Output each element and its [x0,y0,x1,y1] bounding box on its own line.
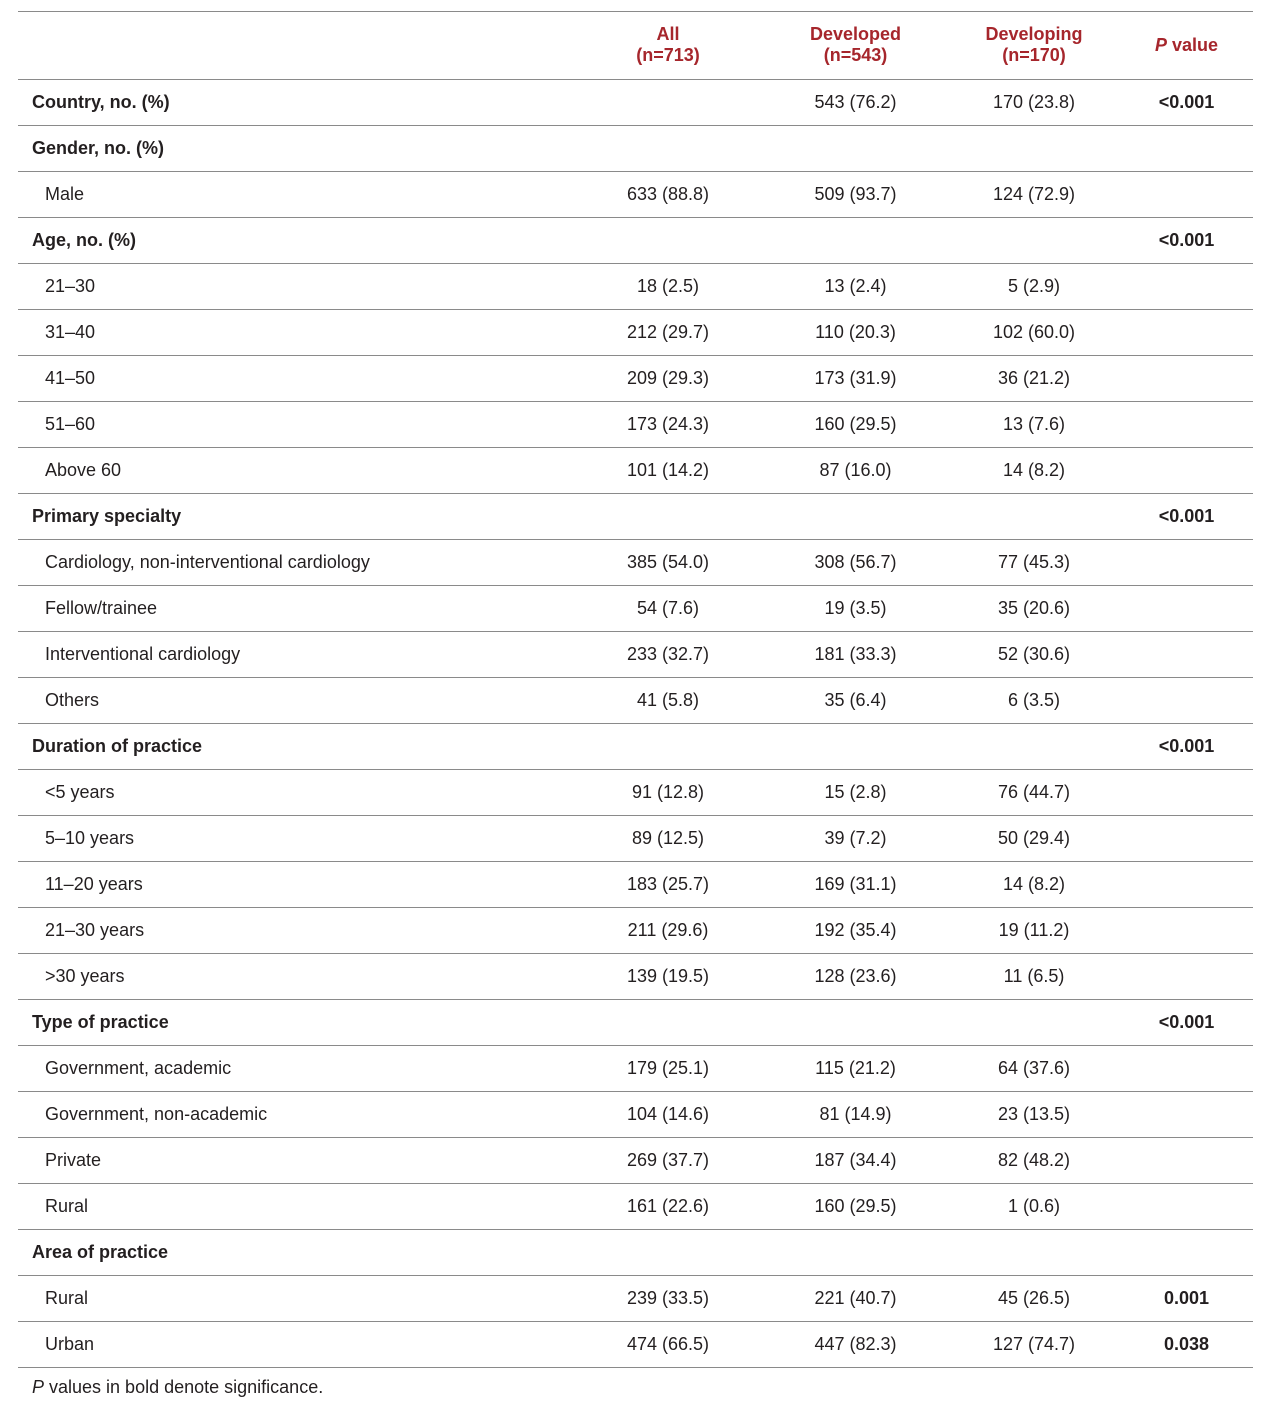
cell-developing: 82 (48.2) [948,1137,1120,1183]
row-label: Country, no. (%) [18,79,573,125]
header-all: All (n=713) [573,12,763,79]
cell-developing: 5 (2.9) [948,263,1120,309]
cell-p-value [1120,585,1253,631]
cell-developing: 11 (6.5) [948,953,1120,999]
cell-developing: 36 (21.2) [948,355,1120,401]
cell-developing: 64 (37.6) [948,1045,1120,1091]
table-row [18,677,1253,723]
row-label: >30 years [18,953,573,999]
cell-all: 89 (12.5) [573,815,763,861]
cell-all: 269 (37.7) [573,1137,763,1183]
cell-p-value [1120,1137,1253,1183]
row-label: Type of practice [18,999,573,1045]
cell-all: 173 (24.3) [573,401,763,447]
cell-all: 211 (29.6) [573,907,763,953]
table-row [18,263,1253,309]
table-row [18,861,1253,907]
table-row [18,769,1253,815]
section-row [18,723,1253,769]
cell-p-value [1120,631,1253,677]
header-p-value: P value [1120,12,1253,79]
cell-p-value [1120,861,1253,907]
cell-p-value [1120,447,1253,493]
cell-developed [763,493,948,539]
row-label: 5–10 years [18,815,573,861]
cell-developing: 45 (26.5) [948,1275,1120,1321]
cell-developing [948,125,1120,171]
table-row [18,309,1253,355]
cell-developed: 39 (7.2) [763,815,948,861]
row-label: Rural [18,1275,573,1321]
cell-p-value [1120,1183,1253,1229]
cell-p-value [1120,355,1253,401]
cell-all [573,1229,763,1275]
section-row [18,1229,1253,1275]
cell-developed: 19 (3.5) [763,585,948,631]
row-label: Above 60 [18,447,573,493]
cell-p-value [1120,1229,1253,1275]
table-row [18,355,1253,401]
cell-all: 233 (32.7) [573,631,763,677]
table-header-row [18,12,1253,79]
cell-p-value [1120,263,1253,309]
table-row [18,401,1253,447]
cell-all: 183 (25.7) [573,861,763,907]
cell-developed: 447 (82.3) [763,1321,948,1367]
row-label: Primary specialty [18,493,573,539]
cell-developing: 14 (8.2) [948,861,1120,907]
table-row [18,585,1253,631]
header-developed: Developed (n=543) [763,12,948,79]
cell-p-value [1120,1045,1253,1091]
table-row [18,1045,1253,1091]
cell-developing: 23 (13.5) [948,1091,1120,1137]
table-body [18,79,1253,1367]
table-row [18,1275,1253,1321]
demographics-table [18,12,1253,1368]
cell-all: 139 (19.5) [573,953,763,999]
cell-p-value [1120,1091,1253,1137]
section-row [18,79,1253,125]
cell-developed: 308 (56.7) [763,539,948,585]
cell-developed: 169 (31.1) [763,861,948,907]
cell-p-value [1120,309,1253,355]
cell-developing: 52 (30.6) [948,631,1120,677]
cell-all [573,125,763,171]
cell-developed [763,723,948,769]
cell-developed: 81 (14.9) [763,1091,948,1137]
table-row [18,631,1253,677]
cell-developed: 543 (76.2) [763,79,948,125]
cell-all: 18 (2.5) [573,263,763,309]
cell-all: 633 (88.8) [573,171,763,217]
row-label: Urban [18,1321,573,1367]
cell-p-value [1120,401,1253,447]
cell-developing: 170 (23.8) [948,79,1120,125]
cell-p-value: <0.001 [1120,493,1253,539]
cell-developing [948,493,1120,539]
table-row [18,539,1253,585]
cell-developed: 115 (21.2) [763,1045,948,1091]
cell-developing: 6 (3.5) [948,677,1120,723]
cell-p-value: <0.001 [1120,723,1253,769]
cell-all: 179 (25.1) [573,1045,763,1091]
cell-developing: 14 (8.2) [948,447,1120,493]
cell-developing [948,723,1120,769]
table-row [18,1137,1253,1183]
row-label: 21–30 [18,263,573,309]
cell-all: 212 (29.7) [573,309,763,355]
row-label: 21–30 years [18,907,573,953]
cell-all [573,493,763,539]
cell-developing: 13 (7.6) [948,401,1120,447]
cell-all: 161 (22.6) [573,1183,763,1229]
cell-developed: 192 (35.4) [763,907,948,953]
cell-developed: 87 (16.0) [763,447,948,493]
cell-all [573,723,763,769]
cell-developed: 128 (23.6) [763,953,948,999]
table-row [18,907,1253,953]
table-row [18,171,1253,217]
cell-developed: 187 (34.4) [763,1137,948,1183]
cell-all: 209 (29.3) [573,355,763,401]
row-label: Gender, no. (%) [18,125,573,171]
cell-developing [948,1229,1120,1275]
row-label: 31–40 [18,309,573,355]
cell-developed: 173 (31.9) [763,355,948,401]
cell-developed [763,1229,948,1275]
cell-all: 239 (33.5) [573,1275,763,1321]
table-row [18,1321,1253,1367]
cell-p-value: <0.001 [1120,79,1253,125]
cell-developed: 35 (6.4) [763,677,948,723]
cell-p-value: 0.001 [1120,1275,1253,1321]
cell-all: 385 (54.0) [573,539,763,585]
row-label: Interventional cardiology [18,631,573,677]
cell-developed: 160 (29.5) [763,401,948,447]
cell-developing: 19 (11.2) [948,907,1120,953]
row-label: Government, non-academic [18,1091,573,1137]
cell-developed: 221 (40.7) [763,1275,948,1321]
row-label: Government, academic [18,1045,573,1091]
cell-developing: 76 (44.7) [948,769,1120,815]
cell-p-value [1120,815,1253,861]
cell-p-value [1120,953,1253,999]
row-label: Rural [18,1183,573,1229]
row-label: 11–20 years [18,861,573,907]
cell-all: 91 (12.8) [573,769,763,815]
cell-developed: 160 (29.5) [763,1183,948,1229]
table-footnote: P values in bold denote significance. [32,1377,324,1397]
row-label: Others [18,677,573,723]
cell-all: 474 (66.5) [573,1321,763,1367]
row-label: 41–50 [18,355,573,401]
cell-developing: 50 (29.4) [948,815,1120,861]
cell-p-value [1120,677,1253,723]
cell-all: 54 (7.6) [573,585,763,631]
row-label: <5 years [18,769,573,815]
cell-p-value [1120,769,1253,815]
cell-p-value: <0.001 [1120,999,1253,1045]
header-developing: Developing (n=170) [948,12,1120,79]
cell-all [573,79,763,125]
table-row [18,815,1253,861]
section-row [18,493,1253,539]
cell-p-value: 0.038 [1120,1321,1253,1367]
row-label: Age, no. (%) [18,217,573,263]
cell-all: 101 (14.2) [573,447,763,493]
section-row [18,999,1253,1045]
cell-developed [763,217,948,263]
cell-p-value [1120,171,1253,217]
cell-developed [763,999,948,1045]
row-label: Fellow/trainee [18,585,573,631]
cell-developed [763,125,948,171]
cell-p-value [1120,125,1253,171]
cell-developing: 124 (72.9) [948,171,1120,217]
cell-p-value [1120,539,1253,585]
cell-p-value [1120,907,1253,953]
cell-developed: 13 (2.4) [763,263,948,309]
cell-all [573,999,763,1045]
cell-developed: 15 (2.8) [763,769,948,815]
cell-developing: 1 (0.6) [948,1183,1120,1229]
row-label: Male [18,171,573,217]
cell-all: 104 (14.6) [573,1091,763,1137]
section-row [18,125,1253,171]
cell-developing: 127 (74.7) [948,1321,1120,1367]
table-row [18,1091,1253,1137]
cell-developing: 35 (20.6) [948,585,1120,631]
cell-developing [948,217,1120,263]
cell-all [573,217,763,263]
row-label: 51–60 [18,401,573,447]
cell-developing [948,999,1120,1045]
table-row [18,447,1253,493]
section-row [18,217,1253,263]
header-label-col [18,12,573,79]
table-row [18,1183,1253,1229]
cell-developed: 181 (33.3) [763,631,948,677]
cell-developed: 110 (20.3) [763,309,948,355]
cell-all: 41 (5.8) [573,677,763,723]
row-label: Private [18,1137,573,1183]
table-row [18,953,1253,999]
cell-developing: 102 (60.0) [948,309,1120,355]
row-label: Cardiology, non-interventional cardiology [18,539,573,585]
cell-developed: 509 (93.7) [763,171,948,217]
row-label: Area of practice [18,1229,573,1275]
cell-developing: 77 (45.3) [948,539,1120,585]
row-label: Duration of practice [18,723,573,769]
cell-p-value: <0.001 [1120,217,1253,263]
